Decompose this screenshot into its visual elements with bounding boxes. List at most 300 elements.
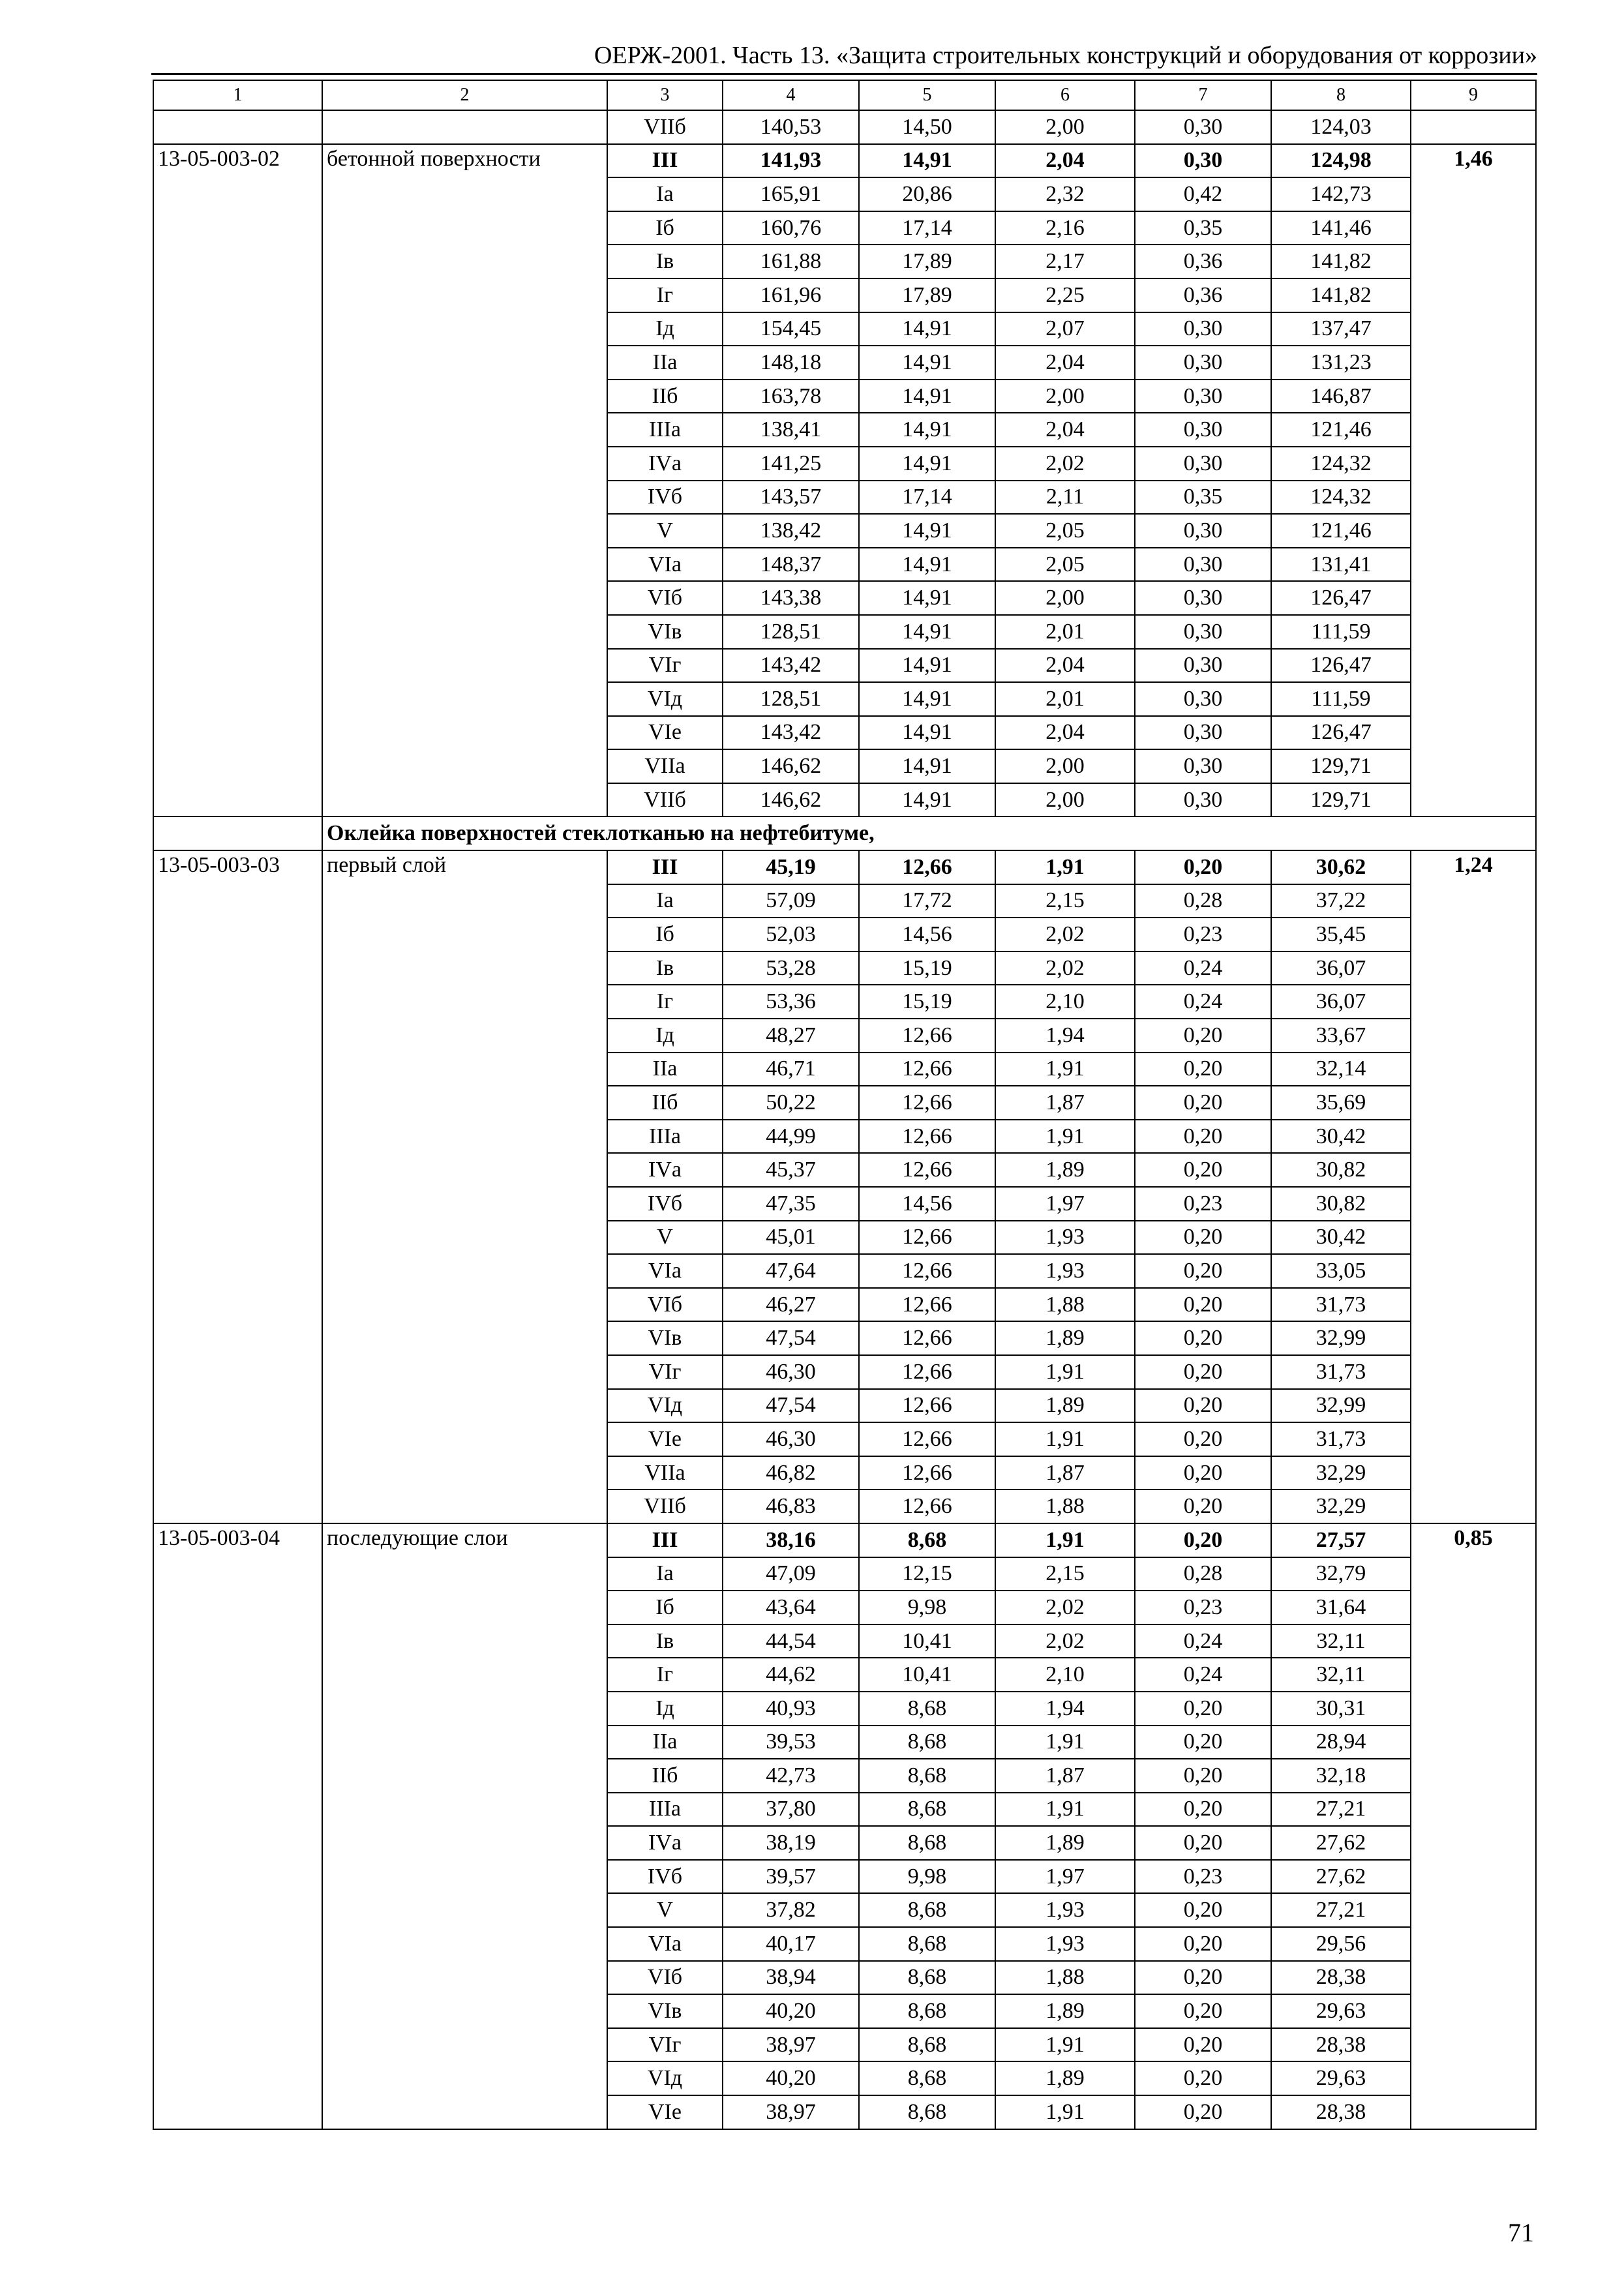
work-name (322, 548, 607, 582)
value-col4: 52,03 (723, 918, 859, 951)
value-col5: 14,91 (859, 514, 995, 548)
value-col8: 124,98 (1271, 144, 1411, 178)
value-col5: 8,68 (859, 1523, 995, 1557)
table-row (153, 1692, 1536, 1726)
table-row (153, 716, 1536, 750)
value-col5: 12,66 (859, 1355, 995, 1389)
value-col8: 31,73 (1271, 1355, 1411, 1389)
rate-code (153, 346, 322, 380)
table-row (153, 548, 1536, 582)
value-col8: 28,38 (1271, 1961, 1411, 1995)
value-col6: 1,91 (995, 1523, 1135, 1557)
value-col8: 30,62 (1271, 850, 1411, 884)
value-col6: 2,00 (995, 783, 1135, 817)
table-row (153, 1826, 1536, 1860)
table-row (153, 649, 1536, 683)
column-number: 6 (995, 80, 1135, 110)
value-col6: 1,89 (995, 2061, 1135, 2095)
value-col6: 2,02 (995, 918, 1135, 951)
value-col7: 0,23 (1135, 1860, 1271, 1894)
coefficient-col9 (1411, 1355, 1536, 1389)
rate-code (153, 278, 322, 312)
rate-code (153, 481, 322, 515)
value-col5: 12,66 (859, 1321, 995, 1355)
value-col7: 0,30 (1135, 144, 1271, 178)
value-col7: 0,30 (1135, 110, 1271, 144)
value-col5: 12,66 (859, 1053, 995, 1086)
climate-class: Iа (607, 177, 723, 211)
value-col5: 8,68 (859, 2095, 995, 2129)
climate-class: IIб (607, 380, 723, 413)
climate-class: VIд (607, 682, 723, 716)
rate-code (153, 649, 322, 683)
work-name (322, 177, 607, 211)
table-row (153, 1422, 1536, 1456)
value-col4: 57,09 (723, 884, 859, 918)
table-row (153, 615, 1536, 649)
value-col6: 2,04 (995, 346, 1135, 380)
rate-code (153, 783, 322, 817)
value-col7: 0,20 (1135, 1456, 1271, 1490)
value-col4: 143,42 (723, 716, 859, 750)
value-col6: 1,91 (995, 1120, 1135, 1154)
value-col8: 129,71 (1271, 783, 1411, 817)
value-col7: 0,20 (1135, 2028, 1271, 2062)
table-row (153, 481, 1536, 515)
coefficient-col9 (1411, 1053, 1536, 1086)
climate-class: VIе (607, 2095, 723, 2129)
value-col6: 2,01 (995, 615, 1135, 649)
rate-code (153, 1153, 322, 1187)
value-col5: 14,91 (859, 144, 995, 178)
work-name (322, 110, 607, 144)
value-col7: 0,20 (1135, 1086, 1271, 1120)
value-col5: 9,98 (859, 1591, 995, 1624)
climate-class: VIв (607, 615, 723, 649)
value-col6: 1,91 (995, 1793, 1135, 1827)
table-row (153, 312, 1536, 346)
table-row (153, 1860, 1536, 1894)
work-name: первый слой (322, 850, 607, 884)
table-row (153, 951, 1536, 985)
value-col7: 0,20 (1135, 1153, 1271, 1187)
climate-class: IIб (607, 1086, 723, 1120)
value-col7: 0,20 (1135, 1994, 1271, 2028)
work-name (322, 749, 607, 783)
value-col8: 32,11 (1271, 1658, 1411, 1692)
rate-code: 13-05-003-02 (153, 144, 322, 178)
value-col6: 2,02 (995, 447, 1135, 481)
value-col8: 131,41 (1271, 548, 1411, 582)
value-col6: 2,05 (995, 548, 1135, 582)
value-col5: 8,68 (859, 1759, 995, 1793)
coefficient-col9 (1411, 1254, 1536, 1288)
value-col7: 0,20 (1135, 1053, 1271, 1086)
value-col4: 46,71 (723, 1053, 859, 1086)
table-row (153, 1994, 1536, 2028)
column-number-row (153, 80, 1536, 110)
coefficient-col9 (1411, 649, 1536, 683)
value-col5: 8,68 (859, 1893, 995, 1927)
coefficient-col9 (1411, 1927, 1536, 1961)
value-col7: 0,30 (1135, 312, 1271, 346)
value-col5: 14,91 (859, 581, 995, 615)
value-col4: 40,20 (723, 1994, 859, 2028)
value-col4: 161,88 (723, 245, 859, 278)
coefficient-col9 (1411, 581, 1536, 615)
climate-class: IIа (607, 1053, 723, 1086)
value-col5: 8,68 (859, 1994, 995, 2028)
coefficient-col9 (1411, 1860, 1536, 1894)
value-col7: 0,35 (1135, 481, 1271, 515)
value-col4: 138,42 (723, 514, 859, 548)
table-row (153, 413, 1536, 447)
work-name (322, 1422, 607, 1456)
value-col4: 46,27 (723, 1288, 859, 1322)
work-name (322, 346, 607, 380)
value-col8: 28,94 (1271, 1726, 1411, 1759)
coefficient-col9 (1411, 1658, 1536, 1692)
value-col4: 39,53 (723, 1726, 859, 1759)
value-col5: 12,66 (859, 1389, 995, 1423)
rate-code (153, 1893, 322, 1927)
value-col5: 12,66 (859, 1120, 995, 1154)
work-name (322, 1221, 607, 1255)
rate-code (153, 884, 322, 918)
rate-code (153, 951, 322, 985)
value-col8: 126,47 (1271, 716, 1411, 750)
rate-code (153, 1389, 322, 1423)
work-name (322, 1086, 607, 1120)
value-col4: 53,36 (723, 985, 859, 1019)
work-name (322, 884, 607, 918)
climate-class: V (607, 514, 723, 548)
table-row (153, 1288, 1536, 1322)
rate-code (153, 1860, 322, 1894)
value-col4: 38,19 (723, 1826, 859, 1860)
value-col5: 14,91 (859, 783, 995, 817)
work-name (322, 1389, 607, 1423)
table-row (153, 1658, 1536, 1692)
value-col6: 2,04 (995, 649, 1135, 683)
value-col5: 14,91 (859, 447, 995, 481)
coefficient-col9 (1411, 2061, 1536, 2095)
table-row (153, 1053, 1536, 1086)
value-col7: 0,30 (1135, 615, 1271, 649)
coefficient-col9 (1411, 2028, 1536, 2062)
value-col4: 37,80 (723, 1793, 859, 1827)
table-row (153, 1961, 1536, 1995)
rate-code (153, 1321, 322, 1355)
section-empty-cell (153, 816, 322, 850)
value-col7: 0,20 (1135, 1726, 1271, 1759)
climate-class: IVа (607, 1153, 723, 1187)
coefficient-col9 (1411, 177, 1536, 211)
value-col5: 8,68 (859, 2061, 995, 2095)
rate-code (153, 1456, 322, 1490)
coefficient-col9: 0,85 (1411, 1523, 1536, 1557)
table-row (153, 380, 1536, 413)
rate-code (153, 1053, 322, 1086)
value-col8: 35,45 (1271, 918, 1411, 951)
work-name (322, 1019, 607, 1053)
value-col8: 36,07 (1271, 985, 1411, 1019)
value-col6: 2,02 (995, 1624, 1135, 1658)
climate-class: III (607, 850, 723, 884)
coefficient-col9 (1411, 278, 1536, 312)
value-col4: 154,45 (723, 312, 859, 346)
climate-class: VIIб (607, 110, 723, 144)
value-col8: 32,29 (1271, 1489, 1411, 1523)
section-header-row (153, 816, 1536, 850)
value-col7: 0,30 (1135, 783, 1271, 817)
climate-class: VIб (607, 581, 723, 615)
value-col4: 161,96 (723, 278, 859, 312)
value-col4: 43,64 (723, 1591, 859, 1624)
work-name (322, 2028, 607, 2062)
value-col6: 2,04 (995, 144, 1135, 178)
value-col5: 12,66 (859, 1086, 995, 1120)
column-number: 3 (607, 80, 723, 110)
value-col6: 2,15 (995, 1557, 1135, 1591)
coefficient-col9 (1411, 1826, 1536, 1860)
work-name (322, 1288, 607, 1322)
value-col6: 1,88 (995, 1489, 1135, 1523)
coefficient-col9 (1411, 110, 1536, 144)
coefficient-col9 (1411, 1456, 1536, 1490)
coefficient-col9 (1411, 985, 1536, 1019)
value-col4: 160,76 (723, 211, 859, 245)
value-col7: 0,36 (1135, 245, 1271, 278)
value-col4: 42,73 (723, 1759, 859, 1793)
value-col4: 47,54 (723, 1321, 859, 1355)
coefficient-col9 (1411, 1288, 1536, 1322)
coefficient-col9 (1411, 783, 1536, 817)
value-col6: 2,00 (995, 380, 1135, 413)
value-col5: 12,66 (859, 1288, 995, 1322)
value-col6: 1,87 (995, 1086, 1135, 1120)
table-row (153, 346, 1536, 380)
table-row (153, 581, 1536, 615)
section-title: Оклейка поверхностей стеклотканью на нефтебитуме, (322, 816, 1536, 850)
value-col6: 1,89 (995, 1153, 1135, 1187)
climate-class: IVб (607, 1187, 723, 1221)
climate-class: Iа (607, 884, 723, 918)
value-col6: 2,04 (995, 413, 1135, 447)
rate-code (153, 1591, 322, 1624)
value-col5: 14,50 (859, 110, 995, 144)
rate-code (153, 1254, 322, 1288)
value-col7: 0,20 (1135, 1961, 1271, 1995)
value-col7: 0,20 (1135, 2095, 1271, 2129)
value-col8: 124,32 (1271, 447, 1411, 481)
climate-class: VIа (607, 1254, 723, 1288)
value-col4: 46,83 (723, 1489, 859, 1523)
page-number: 71 (1508, 2218, 1534, 2247)
value-col6: 1,91 (995, 2095, 1135, 2129)
value-col4: 143,57 (723, 481, 859, 515)
table-row (153, 682, 1536, 716)
table-row (153, 1726, 1536, 1759)
rate-code (153, 1120, 322, 1154)
value-col6: 1,91 (995, 1422, 1135, 1456)
table-row (153, 1759, 1536, 1793)
climate-class: Iа (607, 1557, 723, 1591)
table-row (153, 1489, 1536, 1523)
value-col5: 12,66 (859, 1456, 995, 1490)
value-col6: 1,89 (995, 1389, 1135, 1423)
value-col6: 1,87 (995, 1456, 1135, 1490)
value-col4: 140,53 (723, 110, 859, 144)
coefficient-col9 (1411, 1086, 1536, 1120)
value-col5: 14,91 (859, 380, 995, 413)
rate-code (153, 514, 322, 548)
value-col8: 111,59 (1271, 682, 1411, 716)
value-col8: 33,05 (1271, 1254, 1411, 1288)
value-col5: 14,91 (859, 716, 995, 750)
work-name (322, 1726, 607, 1759)
work-name (322, 615, 607, 649)
value-col6: 1,91 (995, 850, 1135, 884)
coefficient-col9 (1411, 951, 1536, 985)
value-col4: 148,37 (723, 548, 859, 582)
climate-class: Iв (607, 1624, 723, 1658)
table-row (153, 850, 1536, 884)
work-name (322, 447, 607, 481)
rate-code (153, 413, 322, 447)
value-col7: 0,23 (1135, 918, 1271, 951)
value-col7: 0,20 (1135, 1221, 1271, 1255)
rate-code (153, 1658, 322, 1692)
coefficient-col9 (1411, 1489, 1536, 1523)
value-col7: 0,20 (1135, 2061, 1271, 2095)
climate-class: VIе (607, 1422, 723, 1456)
value-col6: 1,89 (995, 1994, 1135, 2028)
coefficient-col9 (1411, 918, 1536, 951)
value-col7: 0,28 (1135, 1557, 1271, 1591)
table-row (153, 1355, 1536, 1389)
value-col8: 35,69 (1271, 1086, 1411, 1120)
value-col5: 15,19 (859, 985, 995, 1019)
value-col7: 0,42 (1135, 177, 1271, 211)
rate-code (153, 1793, 322, 1827)
value-col8: 129,71 (1271, 749, 1411, 783)
rate-code (153, 985, 322, 1019)
coefficient-col9 (1411, 2095, 1536, 2129)
value-col5: 14,91 (859, 649, 995, 683)
value-col7: 0,30 (1135, 548, 1271, 582)
work-name (322, 1591, 607, 1624)
rate-code: 13-05-003-04 (153, 1523, 322, 1557)
value-col8: 27,57 (1271, 1523, 1411, 1557)
coefficient-col9 (1411, 312, 1536, 346)
climate-class: VIг (607, 649, 723, 683)
value-col6: 1,87 (995, 1759, 1135, 1793)
coefficient-col9 (1411, 1994, 1536, 2028)
value-col6: 1,97 (995, 1187, 1135, 1221)
value-col5: 14,91 (859, 682, 995, 716)
rate-code (153, 2095, 322, 2129)
rate-code (153, 1927, 322, 1961)
value-col7: 0,20 (1135, 1019, 1271, 1053)
rate-code (153, 918, 322, 951)
rate-code (153, 1489, 322, 1523)
coefficient-col9 (1411, 682, 1536, 716)
value-col6: 2,10 (995, 1658, 1135, 1692)
rate-code (153, 447, 322, 481)
climate-class: III (607, 144, 723, 178)
value-col8: 31,73 (1271, 1288, 1411, 1322)
work-name (322, 716, 607, 750)
value-col7: 0,24 (1135, 951, 1271, 985)
value-col7: 0,30 (1135, 413, 1271, 447)
value-col7: 0,20 (1135, 1826, 1271, 1860)
work-name (322, 1187, 607, 1221)
coefficient-col9 (1411, 447, 1536, 481)
table-row (153, 2028, 1536, 2062)
value-col4: 38,16 (723, 1523, 859, 1557)
coefficient-col9 (1411, 1726, 1536, 1759)
work-name (322, 649, 607, 683)
coefficient-col9 (1411, 211, 1536, 245)
value-col7: 0,20 (1135, 1893, 1271, 1927)
value-col8: 27,62 (1271, 1826, 1411, 1860)
rate-code (153, 1726, 322, 1759)
value-col5: 12,66 (859, 1221, 995, 1255)
climate-class: Iг (607, 985, 723, 1019)
value-col5: 14,91 (859, 749, 995, 783)
value-col7: 0,24 (1135, 1624, 1271, 1658)
work-name (322, 581, 607, 615)
value-col4: 48,27 (723, 1019, 859, 1053)
climate-class: Iб (607, 918, 723, 951)
table-row (153, 110, 1536, 144)
table-row (153, 1624, 1536, 1658)
table-row (153, 1893, 1536, 1927)
table-row (153, 1793, 1536, 1827)
work-name (322, 1927, 607, 1961)
value-col7: 0,30 (1135, 649, 1271, 683)
rate-code (153, 1086, 322, 1120)
climate-class: VIд (607, 1389, 723, 1423)
value-col7: 0,20 (1135, 1927, 1271, 1961)
value-col4: 47,64 (723, 1254, 859, 1288)
value-col6: 2,15 (995, 884, 1135, 918)
value-col4: 39,57 (723, 1860, 859, 1894)
value-col4: 45,37 (723, 1153, 859, 1187)
rate-code (153, 1355, 322, 1389)
work-name (322, 2095, 607, 2129)
coefficient-col9 (1411, 1187, 1536, 1221)
value-col7: 0,20 (1135, 1288, 1271, 1322)
page-header-title: ОЕРЖ-2001. Часть 13. «Защита строительных конструкций и оборудования от коррозии» (594, 42, 1537, 69)
coefficient-col9 (1411, 514, 1536, 548)
climate-class: VIб (607, 1961, 723, 1995)
climate-class: Iв (607, 245, 723, 278)
table-row (153, 1019, 1536, 1053)
work-name (322, 1355, 607, 1389)
value-col8: 27,21 (1271, 1793, 1411, 1827)
value-col5: 8,68 (859, 1826, 995, 1860)
value-col5: 14,91 (859, 346, 995, 380)
climate-class: IIIа (607, 413, 723, 447)
value-col6: 2,02 (995, 1591, 1135, 1624)
value-col7: 0,20 (1135, 1321, 1271, 1355)
table-row (153, 1120, 1536, 1154)
column-number: 4 (723, 80, 859, 110)
coefficient-col9 (1411, 1591, 1536, 1624)
coefficient-col9 (1411, 245, 1536, 278)
